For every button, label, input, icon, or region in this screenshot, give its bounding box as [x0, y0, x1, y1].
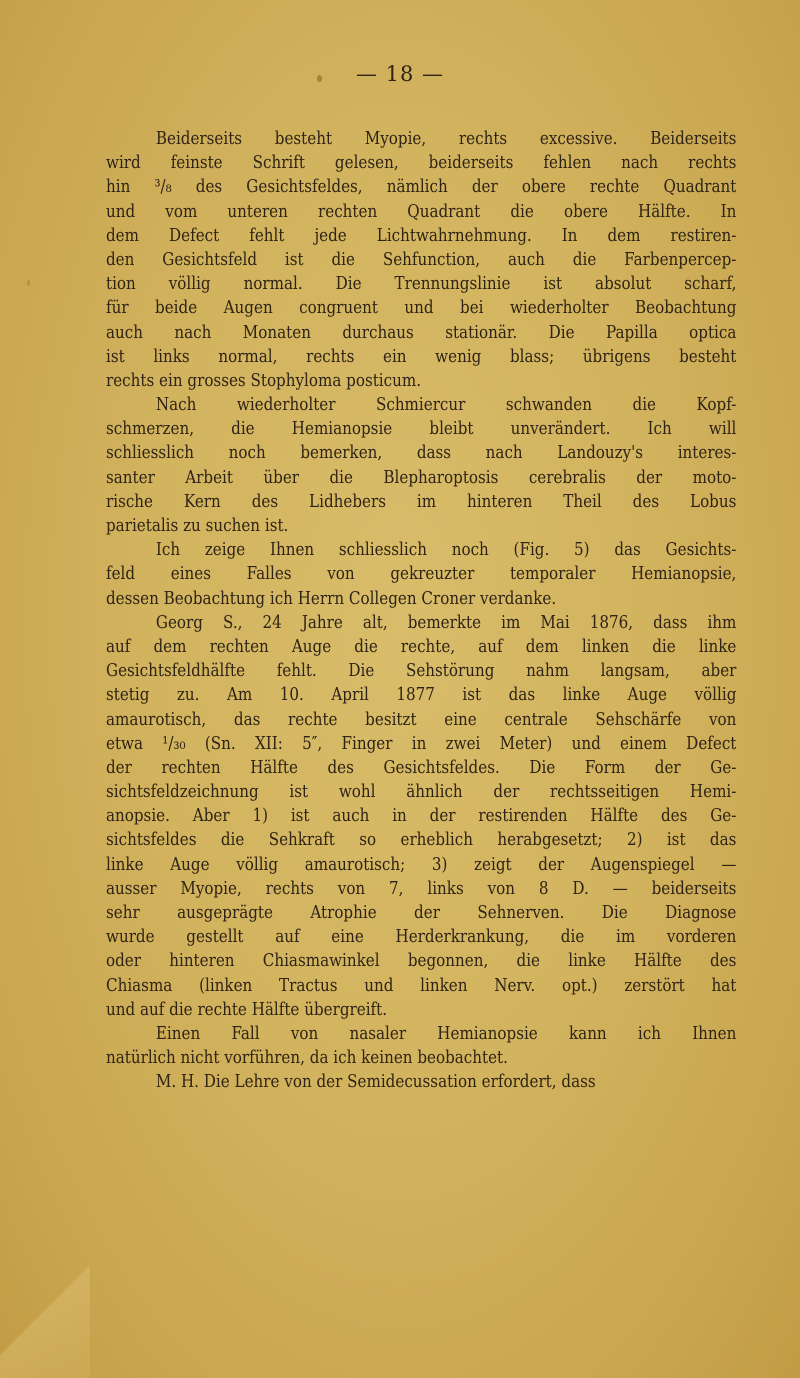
text-line: ausser Myopie, rechts von 7, links von 8 D. — beiderseits: [106, 878, 737, 899]
text-line: tion völlig normal. Die Trennungslinie ist absolut scharf,: [106, 274, 737, 295]
text-line: etwa ¹/₃₀ (Sn. XII: 5″, Finger in zwei Meter) und einem Defect: [106, 733, 737, 754]
paper-stain: [27, 280, 30, 286]
text-line: Gesichtsfeldhälfte fehlt. Die Sehstörung nahm langsam, aber: [106, 661, 737, 682]
page-fold: [0, 1238, 90, 1378]
text-line: rische Kern des Lidhebers im hinteren Theil des Lobus: [106, 491, 737, 512]
text-line: Chiasma (linken Tractus und linken Nerv. opt.) zerstört hat: [106, 975, 737, 996]
text-line: den Gesichtsfeld ist die Sehfunction, auch die Farbenpercep-: [106, 249, 737, 270]
text-line: und auf die rechte Hälfte übergreift.: [106, 999, 388, 1020]
text-line: hin ³/₈ des Gesichtsfeldes, nämlich der obere rechte Quadrant: [106, 177, 737, 198]
text-line: linke Auge völlig amaurotisch; 3) zeigt der Augenspiegel —: [106, 854, 737, 875]
text-line: auch nach Monaten durchaus stationär. Die Papilla optica: [106, 322, 737, 343]
text-line: sichtsfeldzeichnung ist wohl ähnlich der rechtsseitigen Hemi-: [106, 782, 737, 803]
text-line: feld eines Falles von gekreuzter temporaler Hemianopsie,: [106, 564, 737, 585]
paragraph-first-line: Einen Fall von nasaler Hemianopsie kann ich Ihnen: [155, 1023, 737, 1044]
text-line: und vom unteren rechten Quadrant die obere Hälfte. In: [106, 201, 737, 222]
paragraph-first-line: Beiderseits besteht Myopie, rechts excessive. Beiderseits: [155, 129, 737, 149]
paragraph-first-line: M. H. Die Lehre von der Semidecussation erfordert, dass: [155, 1072, 596, 1093]
text-line: oder hinteren Chiasmawinkel begonnen, die linke Hälfte des: [106, 951, 737, 972]
text-line: für beide Augen congruent und bei wiederholter Beobachtung: [106, 298, 737, 319]
paragraph-first-line: Georg S., 24 Jahre alt, bemerkte im Mai 1876, dass ihm: [155, 612, 737, 633]
page-number: — 18 —: [355, 62, 445, 86]
text-line: wurde gestellt auf eine Herderkrankung, die im vorderen: [106, 927, 737, 948]
text-line: ist links normal, rechts ein wenig blass; übrigens besteht: [106, 346, 737, 367]
text-line: der rechten Hälfte des Gesichtsfeldes. Die Form der Ge-: [106, 757, 737, 778]
text-line: sehr ausgeprägte Atrophie der Sehnerven. Die Diagnose: [106, 903, 737, 923]
text-line: sichtsfeldes die Sehkraft so erheblich herabgesetzt; 2) ist das: [106, 830, 737, 851]
text-line: auf dem rechten Auge die rechte, auf dem linken die linke: [106, 636, 737, 657]
paragraph-first-line: Ich zeige Ihnen schliesslich noch (Fig. 5) das Gesichts-: [155, 540, 737, 561]
text-line: stetig zu. Am 10. April 1877 ist das linke Auge völlig: [106, 685, 737, 706]
text-line: santer Arbeit über die Blepharoptosis cerebralis der moto-: [106, 467, 737, 488]
text-line: amaurotisch, das rechte besitzt eine centrale Sehschärfe von: [106, 709, 737, 730]
text-line: schmerzen, die Hemianopsie bleibt unverändert. Ich will: [106, 419, 737, 440]
text-line: dessen Beobachtung ich Herrn Collegen Croner verdanke.: [106, 588, 557, 609]
text-line: anopsie. Aber 1) ist auch in der restirenden Hälfte des Ge-: [106, 806, 737, 827]
text-line: schliesslich noch bemerken, dass nach Landouzy's interes-: [106, 443, 737, 464]
text-line: wird feinste Schrift gelesen, beiderseits fehlen nach rechts: [106, 153, 737, 174]
paragraph-first-line: Nach wiederholter Schmiercur schwanden die Kopf-: [155, 395, 737, 416]
text-line: dem Defect fehlt jede Lichtwahrnehmung. In dem restiren-: [106, 225, 737, 246]
text-line: rechts ein grosses Stophyloma posticum.: [106, 370, 422, 391]
body-text: [106, 127, 736, 1095]
text-line: natürlich nicht vorführen, da ich keinen beobachtet.: [106, 1048, 508, 1069]
text-line: parietalis zu suchen ist.: [106, 516, 289, 536]
